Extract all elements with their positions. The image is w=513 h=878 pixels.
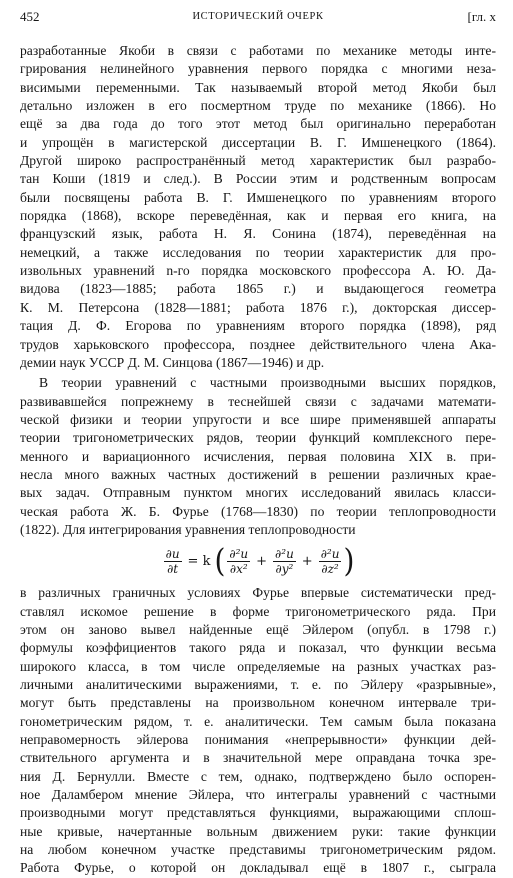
fraction-d2u-dz2	[319, 548, 342, 575]
text-line: ствительного аргумента и в значительной мере оправдана точка зре-	[20, 750, 496, 766]
fraction-numerator: ∂²u	[275, 546, 294, 561]
left-paren: (	[214, 541, 226, 580]
text-line: грирования нелинейного уравнения первого порядка с многими неза-	[20, 61, 496, 77]
paragraph-1	[20, 42, 496, 372]
fraction-denominator: ∂y²	[275, 561, 294, 576]
text-line: порядка (1868), вскоре переведённая, как и первая его книга, на	[20, 208, 496, 224]
text-line: были посвящены работа В. Г. Имшенецкого по уравнениям второго	[20, 189, 496, 205]
text-line: видова (1823—1885; работа 1865 г.) и выдающегося геометра	[20, 281, 496, 297]
equals-k: = k	[187, 553, 211, 569]
text-line: и упрощён в магистерской диссертации В. Г. Имшенецкого (1864).	[20, 134, 496, 150]
fraction-numerator: ∂²u	[229, 546, 249, 561]
fraction-d2u-dy2	[273, 548, 296, 575]
text-line: извольных уравнений n-го порядка московского профессора А. Ю. Да-	[20, 263, 496, 279]
fraction-du-dt	[164, 548, 182, 575]
fraction-numerator: ∂²u	[320, 546, 340, 561]
paragraph-3	[20, 584, 496, 878]
plus-sign: +	[256, 553, 268, 569]
text-line: развивавшейся попрежнему в теснейшей связи с задачами математи-	[20, 393, 496, 409]
text-line: теории тригонометрических рядов, теории функций комплексного пере-	[20, 430, 496, 446]
text-line: немецкий, а также исследования по теории характеристик для про-	[20, 244, 496, 260]
fraction-d2u-dx2	[227, 548, 250, 575]
right-paren: )	[343, 541, 355, 580]
text-line: ческой физики и теории упругости и все шире применявшей аппараты	[20, 411, 496, 427]
text-line: менного и вариационного исчисления, первая половина XIX в. при-	[20, 448, 496, 464]
running-head	[20, 8, 496, 26]
text-line: трудов харьковского профессора, позднее действительного члена Ака-	[20, 336, 496, 352]
text-line: гонометрическим рядом, т. е. аналитически. Тем самым была показана	[20, 713, 496, 729]
text-line: К. М. Петерсона (1828—1881; работа 1876 г.), докторская диссер-	[20, 299, 496, 315]
plus-sign: +	[301, 553, 313, 569]
book-page	[20, 8, 496, 876]
text-line: в различных граничных условиях Фурье впервые систематически пред-	[20, 585, 496, 601]
text-line: ставлял искомое решение в форме тригонометрического ряда. При	[20, 603, 496, 619]
fraction-numerator: ∂u	[165, 546, 180, 561]
text-line: тан Коши (1819 и след.). В России этим и родственным вопросам	[20, 171, 496, 187]
fraction-denominator: ∂t	[167, 561, 179, 576]
text-line: тация Д. Ф. Егорова по уравнениям второго порядка (1898), ряд	[20, 318, 496, 334]
text-line: французский язык, работа Н. Я. Сонина (1874), переведённая на	[20, 226, 496, 242]
text-line: формулы коэффициентов такого ряда и показал, что функции весьма	[20, 640, 496, 656]
fraction-denominator: ∂z²	[321, 561, 339, 576]
text-line: Другой широко распространённый метод характеристик был разрабо-	[20, 153, 496, 169]
text-line: широкого класса, в том числе определяемые на разных участках раз-	[20, 658, 496, 674]
paragraph-2	[20, 374, 496, 539]
heat-equation	[20, 540, 496, 582]
chapter-reference: [гл. x	[467, 9, 496, 24]
text-line: ное Даламбером мнение Эйлера, что интегралы уравнений с частными	[20, 787, 496, 803]
text-line: неправомерность эйлерова понимания «непрерывности» функции дей-	[20, 732, 496, 748]
text-line: ещё за два года до того этот метод был оригинально переработан	[20, 116, 496, 132]
page-number: 452	[20, 9, 40, 24]
text-line: вых задач. Отправным пунктом многих исследований явилась класси-	[20, 485, 496, 501]
text-line: личными аналитическими выражениями, т. е. по Эйлеру «разрывные»,	[20, 677, 496, 692]
text-line: Работа Фурье, о которой он докладывал ещё в 1807 г., сыграла	[20, 860, 496, 876]
text-line: на любом конечном участке представимы тригонометрическим рядом.	[20, 842, 496, 858]
text-line: ческая работа Ж. Б. Фурье (1768—1830) по теории теплопроводности	[20, 503, 496, 519]
text-line: ния Д. Бернулли. Вместе с тем, однако, подтверждено было оспорен-	[20, 768, 496, 784]
text-line: могут быть представлены на произвольном конечном интервале три-	[20, 695, 496, 711]
text-line: этом он заново вывел найденные ещё Эйлером (опубл. в 1798 г.)	[20, 621, 496, 637]
text-line: висимыми переменными. Так называемый второй метод Якоби был	[20, 79, 496, 95]
text-line: детально изложен в его посмертном труде по механике (1866). Но	[20, 98, 496, 114]
text-line: несла много важных частных достижений в решении различных крае-	[20, 466, 496, 482]
section-title: ИСТОРИЧЕСКИЙ ОЧЕРК	[192, 11, 324, 22]
text-line: разработанные Якоби в связи с работами по механике методы инте-	[20, 43, 496, 58]
body-text	[20, 42, 496, 878]
text-line: демии наук УССР Д. М. Синцова (1867—1946) и др.	[20, 354, 325, 370]
text-line: производными могут представляться функциями, выражающими сплош-	[20, 805, 496, 821]
text-line: (1822). Для интегрирования уравнения теплопроводности	[20, 521, 356, 537]
fraction-denominator: ∂x²	[229, 561, 248, 576]
text-line: ные кривые, начертанные вольным движением руки: такие функции	[20, 823, 496, 839]
text-line: В теории уравнений с частными производными высших порядков,	[39, 375, 496, 391]
